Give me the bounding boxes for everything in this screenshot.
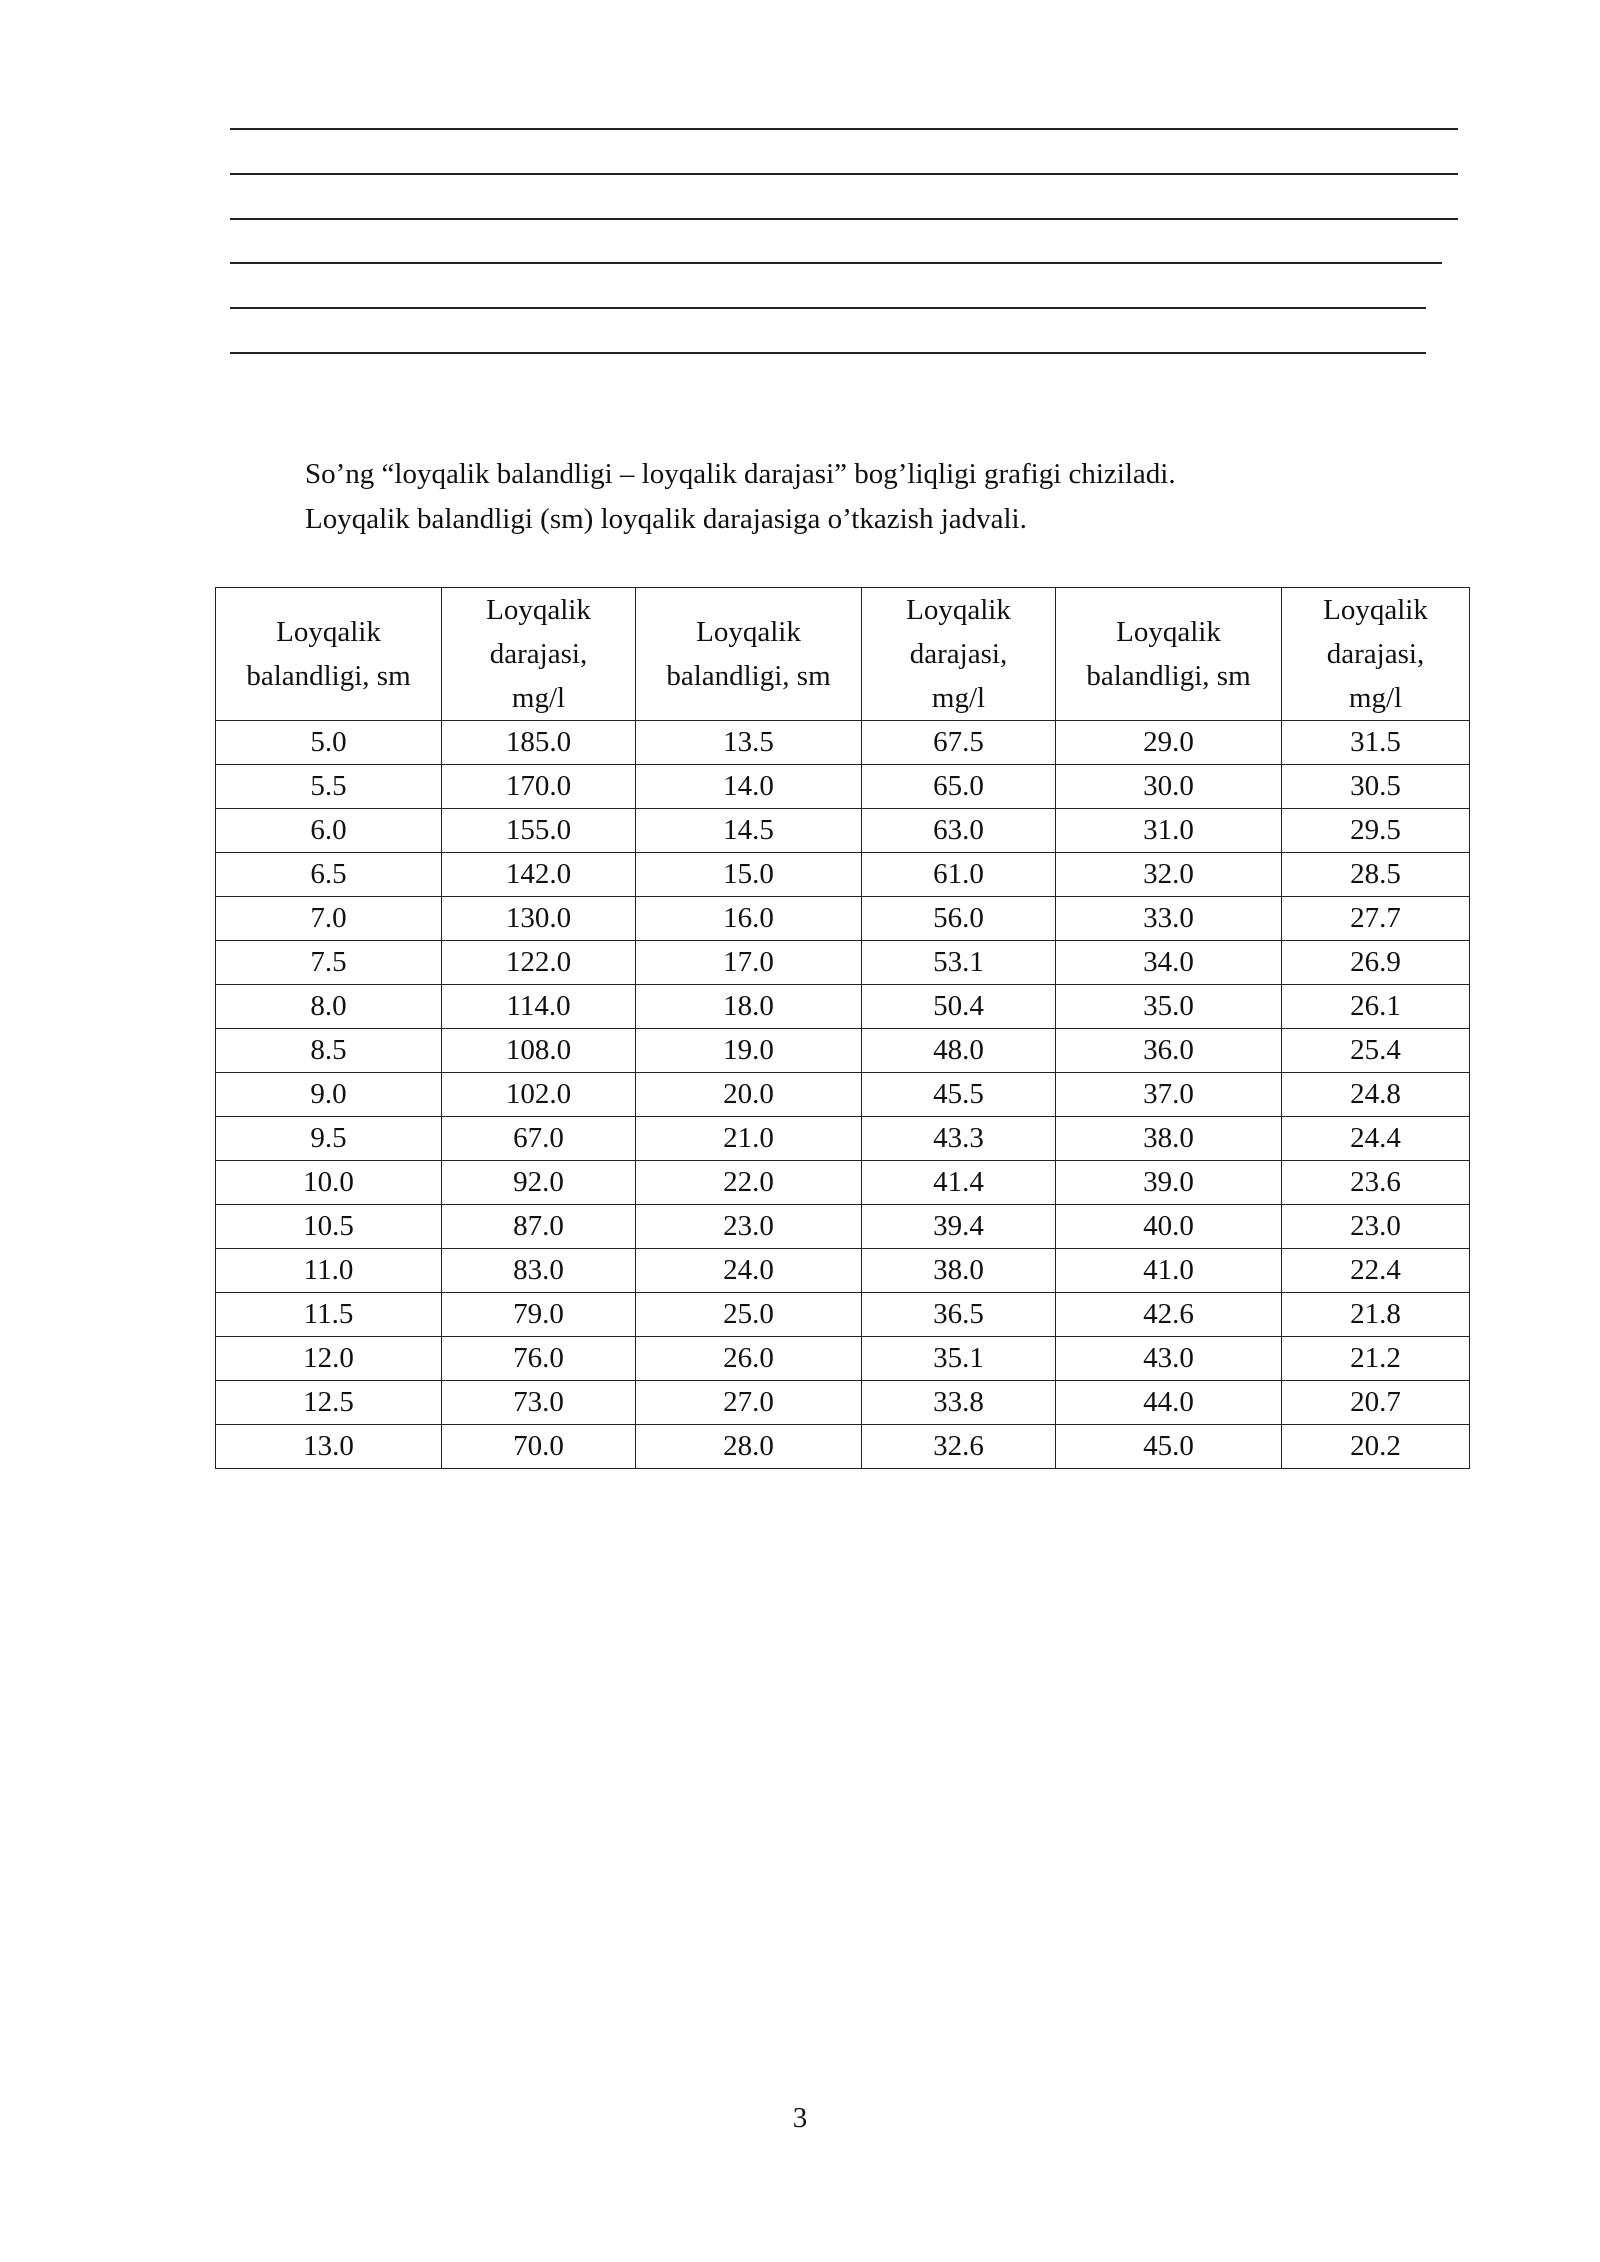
table-cell: 79.0	[442, 1293, 636, 1337]
table-cell: 170.0	[442, 765, 636, 809]
column-header-line: Loyqalik	[276, 616, 381, 648]
table-cell: 142.0	[442, 853, 636, 897]
table-cell: 25.0	[636, 1293, 862, 1337]
table-cell: 22.4	[1282, 1249, 1470, 1293]
table-cell: 34.0	[1056, 941, 1282, 985]
table-row	[216, 1337, 1470, 1381]
column-header-line: darajasi,	[909, 638, 1008, 670]
table-cell: 5.5	[216, 765, 442, 809]
table-cell: 76.0	[442, 1337, 636, 1381]
table-cell: 24.0	[636, 1249, 862, 1293]
table-cell: 13.0	[216, 1425, 442, 1469]
table-cell: 87.0	[442, 1205, 636, 1249]
table-body	[216, 721, 1470, 1469]
table-cell: 14.0	[636, 765, 862, 809]
table-cell: 31.0	[1056, 809, 1282, 853]
writing-line	[230, 307, 1426, 309]
column-header	[442, 588, 636, 721]
table-cell: 38.0	[1056, 1117, 1282, 1161]
table-row	[216, 853, 1470, 897]
table-cell: 35.1	[862, 1337, 1056, 1381]
table-row	[216, 1117, 1470, 1161]
table-cell: 32.0	[1056, 853, 1282, 897]
table-cell: 33.8	[862, 1381, 1056, 1425]
table-cell: 155.0	[442, 809, 636, 853]
table-cell: 7.5	[216, 941, 442, 985]
table-cell: 9.5	[216, 1117, 442, 1161]
table-cell: 29.5	[1282, 809, 1470, 853]
table-cell: 28.5	[1282, 853, 1470, 897]
table-row	[216, 1073, 1470, 1117]
column-header-line: Loyqalik	[696, 616, 801, 648]
table-cell: 33.0	[1056, 897, 1282, 941]
table-cell: 45.0	[1056, 1425, 1282, 1469]
column-header-line: balandligi, sm	[1086, 660, 1251, 692]
table-cell: 15.0	[636, 853, 862, 897]
table-cell: 53.1	[862, 941, 1056, 985]
table-cell: 29.0	[1056, 721, 1282, 765]
column-header-line: balandligi, sm	[666, 660, 831, 692]
writing-line	[230, 218, 1458, 220]
table-cell: 70.0	[442, 1425, 636, 1469]
table-cell: 40.0	[1056, 1205, 1282, 1249]
table-cell: 21.2	[1282, 1337, 1470, 1381]
table-header-row	[216, 588, 1470, 721]
table-row	[216, 985, 1470, 1029]
table-cell: 27.7	[1282, 897, 1470, 941]
column-header-line: Loyqalik	[906, 594, 1011, 626]
table-cell: 73.0	[442, 1381, 636, 1425]
writing-line	[230, 352, 1426, 354]
table-row	[216, 809, 1470, 853]
table-cell: 130.0	[442, 897, 636, 941]
table-cell: 25.4	[1282, 1029, 1470, 1073]
table-cell: 35.0	[1056, 985, 1282, 1029]
column-header	[216, 588, 442, 721]
table-cell: 44.0	[1056, 1381, 1282, 1425]
writing-line	[230, 128, 1458, 130]
table-cell: 11.0	[216, 1249, 442, 1293]
table-cell: 37.0	[1056, 1073, 1282, 1117]
table-cell: 17.0	[636, 941, 862, 985]
table-row	[216, 941, 1470, 985]
column-header-line: darajasi,	[489, 638, 588, 670]
table-cell: 30.0	[1056, 765, 1282, 809]
table-cell: 65.0	[862, 765, 1056, 809]
table-row	[216, 721, 1470, 765]
page-number: 3	[792, 2102, 808, 2134]
table-cell: 8.0	[216, 985, 442, 1029]
table-cell: 26.1	[1282, 985, 1470, 1029]
table-row	[216, 1425, 1470, 1469]
table-cell: 48.0	[862, 1029, 1056, 1073]
column-header-line: mg/l	[511, 682, 566, 714]
table-cell: 63.0	[862, 809, 1056, 853]
table-cell: 12.0	[216, 1337, 442, 1381]
table-cell: 8.5	[216, 1029, 442, 1073]
table-cell: 61.0	[862, 853, 1056, 897]
table-cell: 21.0	[636, 1117, 862, 1161]
intro-text	[305, 452, 1455, 542]
intro-line-2: Loyqalik balandligi (sm) loyqalik darajasiga o’tkazish jadvali.	[305, 503, 1027, 535]
conversion-table	[215, 587, 1470, 1469]
table-cell: 26.0	[636, 1337, 862, 1381]
column-header	[636, 588, 862, 721]
table-cell: 22.0	[636, 1161, 862, 1205]
column-header-line: Loyqalik	[1323, 594, 1428, 626]
table-cell: 21.8	[1282, 1293, 1470, 1337]
column-header-line: Loyqalik	[1116, 616, 1221, 648]
table-row	[216, 1381, 1470, 1425]
table-cell: 42.6	[1056, 1293, 1282, 1337]
table-cell: 12.5	[216, 1381, 442, 1425]
table-row	[216, 1249, 1470, 1293]
table-cell: 11.5	[216, 1293, 442, 1337]
table-cell: 16.0	[636, 897, 862, 941]
table-cell: 92.0	[442, 1161, 636, 1205]
table-cell: 43.0	[1056, 1337, 1282, 1381]
column-header-line: mg/l	[931, 682, 986, 714]
column-header-line: Loyqalik	[486, 594, 591, 626]
table-row	[216, 1161, 1470, 1205]
table-cell: 6.0	[216, 809, 442, 853]
table-cell: 185.0	[442, 721, 636, 765]
table-cell: 122.0	[442, 941, 636, 985]
table-cell: 32.6	[862, 1425, 1056, 1469]
table-cell: 19.0	[636, 1029, 862, 1073]
table-cell: 9.0	[216, 1073, 442, 1117]
table-cell: 43.3	[862, 1117, 1056, 1161]
table-cell: 39.0	[1056, 1161, 1282, 1205]
table-cell: 83.0	[442, 1249, 636, 1293]
column-header-line: balandligi, sm	[246, 660, 411, 692]
table-cell: 41.0	[1056, 1249, 1282, 1293]
table-cell: 102.0	[442, 1073, 636, 1117]
table-cell: 23.6	[1282, 1161, 1470, 1205]
table-cell: 36.0	[1056, 1029, 1282, 1073]
intro-line-1: So’ng “loyqalik balandligi – loyqalik darajasi” bog’liqligi grafigi chiziladi.	[305, 458, 1176, 490]
table-cell: 24.4	[1282, 1117, 1470, 1161]
writing-line	[230, 173, 1458, 175]
table-cell: 18.0	[636, 985, 862, 1029]
table-cell: 20.0	[636, 1073, 862, 1117]
column-header	[862, 588, 1056, 721]
table-cell: 28.0	[636, 1425, 862, 1469]
table-cell: 27.0	[636, 1381, 862, 1425]
table-cell: 36.5	[862, 1293, 1056, 1337]
table-cell: 45.5	[862, 1073, 1056, 1117]
table-cell: 20.2	[1282, 1425, 1470, 1469]
table-cell: 23.0	[636, 1205, 862, 1249]
column-header	[1282, 588, 1470, 721]
table-cell: 26.9	[1282, 941, 1470, 985]
table-cell: 41.4	[862, 1161, 1056, 1205]
table-cell: 10.0	[216, 1161, 442, 1205]
table-cell: 114.0	[442, 985, 636, 1029]
table-cell: 56.0	[862, 897, 1056, 941]
table-row	[216, 765, 1470, 809]
table-row	[216, 1205, 1470, 1249]
table-cell: 31.5	[1282, 721, 1470, 765]
column-header	[1056, 588, 1282, 721]
table-cell: 13.5	[636, 721, 862, 765]
table-cell: 38.0	[862, 1249, 1056, 1293]
table-cell: 7.0	[216, 897, 442, 941]
table-cell: 108.0	[442, 1029, 636, 1073]
table-cell: 14.5	[636, 809, 862, 853]
table-row	[216, 1293, 1470, 1337]
writing-line	[230, 262, 1442, 264]
table-cell: 23.0	[1282, 1205, 1470, 1249]
table-cell: 10.5	[216, 1205, 442, 1249]
table-row	[216, 1029, 1470, 1073]
table-cell: 67.0	[442, 1117, 636, 1161]
table-cell: 5.0	[216, 721, 442, 765]
table-cell: 39.4	[862, 1205, 1056, 1249]
table-cell: 67.5	[862, 721, 1056, 765]
column-header-line: darajasi,	[1326, 638, 1425, 670]
table-cell: 50.4	[862, 985, 1056, 1029]
table-cell: 20.7	[1282, 1381, 1470, 1425]
table-cell: 6.5	[216, 853, 442, 897]
column-header-line: mg/l	[1348, 682, 1403, 714]
table-row	[216, 897, 1470, 941]
table-cell: 30.5	[1282, 765, 1470, 809]
table-cell: 24.8	[1282, 1073, 1470, 1117]
